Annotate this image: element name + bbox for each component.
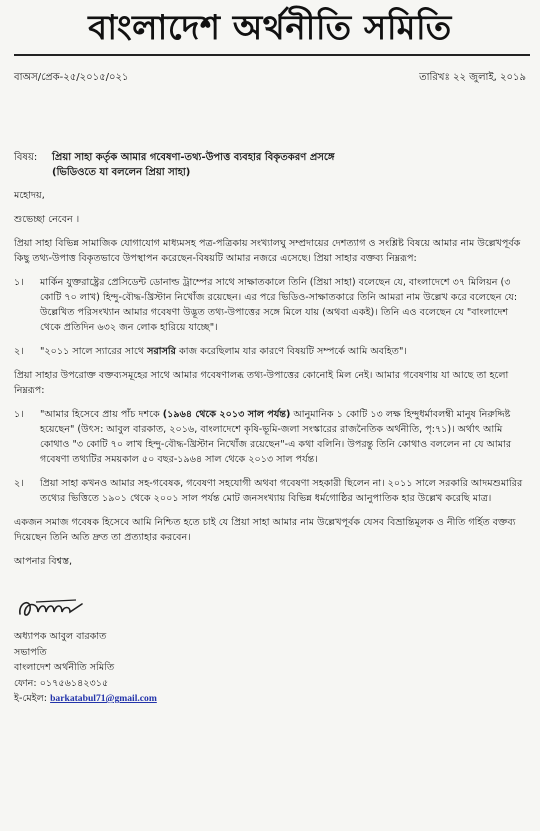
email-link[interactable]: barkatabul71@gmail.com xyxy=(50,693,157,704)
claim-text-start: "২০১১ সালে স্যারের সাথে xyxy=(40,346,148,357)
fact-number: ১। xyxy=(14,409,24,420)
signature-block xyxy=(14,578,530,707)
claim-text xyxy=(40,344,530,359)
fact-text-emphasis: (১৯৬৪ থেকে ২০১৩ সাল পর্যন্ত) xyxy=(162,409,291,420)
signoff: আপনার বিশ্বস্ত, xyxy=(14,556,73,567)
letterhead-title: বাংলাদেশ অর্থনীতি সমিতি xyxy=(88,8,452,48)
handwritten-signature xyxy=(16,594,86,622)
claim-item xyxy=(14,275,530,335)
signatory-organization: বাংলাদেশ অর্থনীতি সমিতি xyxy=(14,662,115,673)
fact-item xyxy=(14,476,530,506)
fact-text-end: আনুমানিক ১ কোটি ১৩ লক্ষ হিন্দুধর্মাবলম্বী মানুষ নিরুদ্দিষ্ট হয়েছেন" (উৎস: আবুল বারকাত, ২০১৬, বাংলাদেশে কৃষি-ভূমি-জলা সংস্কারের রাজনৈতিক অর্থনীতি, পৃ:৭১)। অর্থাৎ আমি কোথাও "৩ কোটি ৭০ লাখ হিন্দু-বৌদ্ধ-খ্রিস্টান নিখোঁজ রয়েছেন"-এ কথা বলিনি। উপরন্তু তিনি কোথাও বললেন না যে আমার গবেষণা তথ্যটির সময়কাল ৫০ বছর-১৯৬৪ সাল থেকে ২০১৩ সাল পর্যন্ত। xyxy=(40,409,512,465)
greeting: শুভেচ্ছা নেবেন । xyxy=(14,214,80,225)
claim-text-end: কাজ করেছিলাম যার কারণে বিষয়টি সম্পর্কে আমি অবহিত"। xyxy=(175,346,407,357)
claim-text: মার্কিন যুক্তরাষ্ট্রের প্রেসিডেন্ট ডোনাল্ড ট্রাম্পের সাথে সাক্ষাতকালে তিনি (প্রিয়া সাহা) বলেছেন যে, বাংলাদেশে ৩৭ মিলিয়ন (৩ কোটি ৭০ লাখ) হিন্দু-বৌদ্ধ-খ্রিস্টান নিখোঁজ রয়েছেন। এর পরে ভিডিও-সাক্ষাতকারে তিনি আমরা নাম উল্লেখ করে বলেছেন যে: উল্লেখিত পরিসংখ্যান আমার গবেষণা উদ্ভূত তথ্য-উপাত্তের সঙ্গে মিলে যায় (অথবা একই)। তিনি এও বলেছেন যে "বাংলাদেশ থেকে প্রতিদিন ৬৩২ জন লোক হারিয়ে যাচ্ছে"। xyxy=(40,277,518,333)
subject-line-1: প্রিয়া সাহা কর্তৃক আমার গবেষণা-তথ্য-উপাত্ত ব্যবহার বিকৃতকরণ প্রসঙ্গে xyxy=(52,152,335,163)
intro-paragraph: প্রিয়া সাহা বিভিন্ন সামাজিক যোগাযোগ মাধ্যমসহ পত্র-পত্রিকায় সংখ্যালঘু সম্প্রদায়ের দেশত্যাগ ও সংশ্লিষ্ট বিষয়ে আমার নাম উল্লেখপূর্বক কিছু তথ্য-উপাত্ত বিকৃতভাবে উপস্থাপন করেছেন-বিষয়টি আমার নজরে এসেছে। প্রিয়া সাহার বক্তব্য নিম্নরূপ: xyxy=(14,238,521,264)
closing-paragraph: একজন সমাজ গবেষক হিসেবে আমি নিশ্চিত হতে চাই যে প্রিয়া সাহা আমার নাম উল্লেখপূর্বক যেসব বিভ্রান্তিমূলক ও নীতি গর্হিত বক্তব্য দিয়েছেন তিনি অতি দ্রুত তা প্রত্যাহার করবেন। xyxy=(14,517,516,543)
fact-text-start: "আমার হিসেবে প্রায় পাঁচ দশকে xyxy=(40,409,163,420)
claim-text-emphasis: সরাসরি xyxy=(147,346,176,357)
subject-text xyxy=(52,150,522,180)
signatory-email-line xyxy=(14,691,530,707)
reference-number: বাঅস/প্রেক-২৫/২০১৫/০২১ xyxy=(14,72,129,83)
letter-body xyxy=(14,188,530,707)
signatory-title: সভাপতি xyxy=(14,646,47,658)
claim-number: ১। xyxy=(14,277,24,288)
fact-text xyxy=(40,407,530,467)
signatory-name: অধ্যাপক আবুল বারকাত xyxy=(14,631,107,642)
fact-item xyxy=(14,407,530,467)
fact-number: ২। xyxy=(14,478,24,489)
fact-text: প্রিয়া সাহা কখনও আমার সহ-গবেষক, গবেষণা সহযোগী অথবা গবেষণা সহকারী ছিলেন না। ২০১১ সালে সরকারি আদমশুমারির তথ্যের ভিত্তিতে ১৯০১ থেকে ২০০১ সাল পর্যন্ত মোট জনসংখ্যায় বিভিন্ন ধর্মগোষ্ঠির আনুপাতিক হার উল্লেখ করেছি মাত্র। xyxy=(40,478,523,504)
claim-number: ২। xyxy=(14,346,24,357)
subject-block xyxy=(14,150,530,180)
letterhead-rule xyxy=(14,54,530,56)
email-label: ই-মেইল: xyxy=(14,693,51,704)
claim-item xyxy=(14,344,530,359)
transition-paragraph: প্রিয়া সাহার উপরোক্ত বক্তব্যসমূহের সাথে আমার গবেষণালব্ধ তথ্য-উপাত্তের কোনোই মিল নেই। আমার গবেষণায় যা আছে তা হলো নিম্নরূপ: xyxy=(14,370,509,396)
subject-label: বিষয়: xyxy=(14,152,38,163)
salutation: মহোদয়, xyxy=(14,190,45,201)
signatory-phone: ফোন: ০১৭৫৬১৪২৩১৫ xyxy=(14,677,109,689)
letter-date: তারিখঃ ২২ জুলাই, ২০১৯ xyxy=(419,72,526,83)
subject-line-2: (ভিডিওতে যা বললেন প্রিয়া সাহা) xyxy=(52,167,191,178)
